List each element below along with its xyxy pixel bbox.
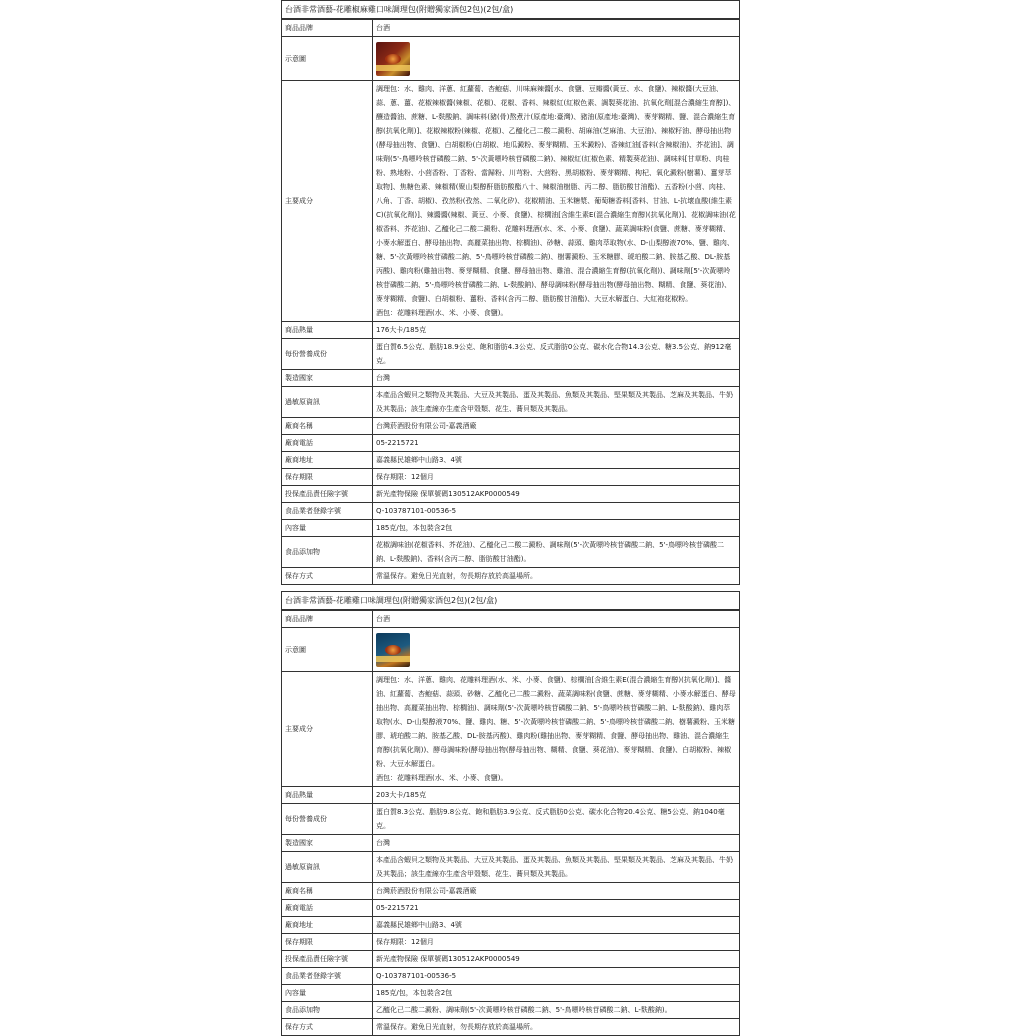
product-image-cell <box>373 37 740 81</box>
ingredients-text: 調理包：水、洋蔥、雞肉、花雕料理酒(水、米、小麥、食鹽)、棕櫚油[含維生素E(混合濃縮生育醇)(抗氧化劑)]、醬油、紅蘿蔔、杏鮑菇、蒜頭、砂糖、乙醯化己二酸二澱粉、蔬菜調味粉(食鹽、蔗糖、麥芽糊精、小麥水解蛋白、酵母抽出物、高麗菜抽出物、棕櫚油)、調味劑(5'-次黃嘌呤核苷磷酸二鈉、5'-鳥嘌呤核苷磷酸二鈉、L-麩酸鈉)、雞肉萃取物(水、D-山梨醇液70%、鹽、雞肉、糖、5'-次黃嘌呤核苷磷酸二鈉、5'-鳥嘌呤核苷磷酸二鈉、樹薯澱粉、玉米糖膠、琥珀酸二鈉、胺基乙酸、DL-胺基丙酸)、雞肉粉(雞抽出物、麥芽糊精、食鹽、酵母抽出物、雞油、混合濃縮生育醇(抗氧化劑))、酵母調味粉(酵母抽出物(酵母抽出物、糊精、食鹽、葵花油)、麥芽糊精、食鹽)、白胡椒粉、辣椒粉、大豆水解蛋白。 酒包：花雕料理酒(水、米、小麥、食鹽)。 <box>373 672 740 787</box>
spec-table <box>281 19 740 585</box>
table-row <box>282 537 740 568</box>
product-title: 台酒非常酒藝-花雕椒麻雞口味調理包(附贈獨家酒包2包)(2包/盒) <box>281 1 740 19</box>
product-box-blue-icon[interactable] <box>376 633 410 667</box>
row-key: 商品品牌 <box>282 20 373 37</box>
product-box-red-icon[interactable] <box>376 42 410 76</box>
row-key: 過敏原資訊 <box>282 852 373 883</box>
row-key: 每份營養成份 <box>282 339 373 370</box>
row-key: 廠商地址 <box>282 452 373 469</box>
row-value: 台酒 <box>373 20 740 37</box>
table-row <box>282 486 740 503</box>
row-key: 商品品牌 <box>282 611 373 628</box>
table-row <box>282 917 740 934</box>
row-key: 投保產品責任險字號 <box>282 951 373 968</box>
spec-table <box>281 610 740 1036</box>
row-value: 176大卡/185克 <box>373 322 740 339</box>
row-value: 乙醯化己二酸二澱粉、調味劑(5'-次黃嘌呤核苷磷酸二鈉、5'-鳥嘌呤核苷磷酸二鈉、L-麩酸鈉)。 <box>373 1002 740 1019</box>
row-key: 食品添加物 <box>282 537 373 568</box>
row-value: 保存期限：12個月 <box>373 934 740 951</box>
product-title: 台酒非常酒藝-花雕雞口味調理包(附贈獨家酒包2包)(2包/盒) <box>281 592 740 610</box>
table-row <box>282 503 740 520</box>
row-value: 203大卡/185克 <box>373 787 740 804</box>
row-value: 185克/包，本包裝含2包 <box>373 520 740 537</box>
row-value: 常溫保存。避免日光直射，勿長期存放於高溫場所。 <box>373 1019 740 1036</box>
row-value: 台灣菸酒股份有限公司-嘉義酒廠 <box>373 418 740 435</box>
row-key: 內容量 <box>282 520 373 537</box>
row-value: 嘉義縣民雄鄉中山路3、4號 <box>373 917 740 934</box>
row-key: 保存期限 <box>282 934 373 951</box>
table-row <box>282 968 740 985</box>
row-value: 台灣 <box>373 370 740 387</box>
row-value: 台酒 <box>373 611 740 628</box>
table-row <box>282 1002 740 1019</box>
table-row <box>282 611 740 628</box>
table-row <box>282 568 740 585</box>
table-row <box>282 951 740 968</box>
row-key: 廠商電話 <box>282 900 373 917</box>
row-value: 本產品含蝦貝之類物及其製品、大豆及其製品、蛋及其製品、魚類及其製品、堅果類及其製品、芝麻及其製品、牛奶及其製品；該生產線亦生產含甲殼類、花生、蕎貝類及其製品。 <box>373 852 740 883</box>
row-key: 內容量 <box>282 985 373 1002</box>
table-row <box>282 985 740 1002</box>
table-row <box>282 835 740 852</box>
product-image-cell <box>373 628 740 672</box>
row-key: 投保產品責任險字號 <box>282 486 373 503</box>
row-value: 台灣 <box>373 835 740 852</box>
row-key: 製造國家 <box>282 370 373 387</box>
row-value: 嘉義縣民雄鄉中山路3、4號 <box>373 452 740 469</box>
row-key: 廠商電話 <box>282 435 373 452</box>
row-value: 蛋白質6.5公克、脂肪18.9公克、飽和脂肪4.3公克、反式脂肪0公克、碳水化合物14.3公克、糖3.5公克、鈉912毫克。 <box>373 339 740 370</box>
row-key: 食品業者登錄字號 <box>282 503 373 520</box>
row-key: 保存方式 <box>282 1019 373 1036</box>
row-key: 廠商名稱 <box>282 418 373 435</box>
row-key: 食品業者登錄字號 <box>282 968 373 985</box>
table-row <box>282 852 740 883</box>
row-value: 185克/包，本包裝含2包 <box>373 985 740 1002</box>
row-key: 每份營養成份 <box>282 804 373 835</box>
table-row <box>282 900 740 917</box>
table-row <box>282 435 740 452</box>
row-key: 過敏原資訊 <box>282 387 373 418</box>
product-block-1 <box>281 0 740 585</box>
row-key: 製造國家 <box>282 835 373 852</box>
row-key: 廠商名稱 <box>282 883 373 900</box>
row-value: 05-2215721 <box>373 435 740 452</box>
row-key: 保存期限 <box>282 469 373 486</box>
table-row <box>282 1019 740 1036</box>
table-row <box>282 387 740 418</box>
row-value: 新光產物保險 保單號碼130512AKP0000549 <box>373 951 740 968</box>
table-row <box>282 469 740 486</box>
row-value: 本產品含蝦貝之類物及其製品、大豆及其製品、蛋及其製品、魚類及其製品、堅果類及其製品、芝麻及其製品、牛奶及其製品；該生產線亦生產含甲殼類、花生、蕎貝類及其製品。 <box>373 387 740 418</box>
product-block-2 <box>281 591 740 1036</box>
row-value: 新光產物保險 保單號碼130512AKP0000549 <box>373 486 740 503</box>
table-row <box>282 418 740 435</box>
row-key: 示意圖 <box>282 628 373 672</box>
table-row <box>282 37 740 81</box>
table-row <box>282 339 740 370</box>
table-row <box>282 520 740 537</box>
table-row <box>282 804 740 835</box>
table-row <box>282 322 740 339</box>
table-row <box>282 81 740 322</box>
table-row <box>282 934 740 951</box>
row-key: 示意圖 <box>282 37 373 81</box>
row-key: 廠商地址 <box>282 917 373 934</box>
row-key: 商品熱量 <box>282 322 373 339</box>
row-value: 花椒調味油(花椒香料、芥花油)、乙醯化己二酸二澱粉、調味劑(5'-次黃嘌呤核苷磷酸二鈉、5'-鳥嘌呤核苷磷酸二鈉、L-麩酸鈉)、香料(含丙二醇、脂肪酸甘油酯)。 <box>373 537 740 568</box>
table-row <box>282 20 740 37</box>
table-row <box>282 787 740 804</box>
row-key: 商品熱量 <box>282 787 373 804</box>
ingredients-text: 調理包：水、雞肉、洋蔥、紅蘿蔔、杏鮑菇、川味麻辣醬[水、食鹽、豆瓣醬(黃豆、水、食鹽)、辣椒醬(大豆油、蒜、蔥、薑、花椒辣椒醬(辣椒、花椒)、花椒、香料、辣椒紅(紅椒色素、調製葵花油、抗氧化劑[混合濃縮生育醇])、釀造醬油、蔗糖、L-麩酸鈉、調味料(豬(骨)熬煮汁(原產地:臺灣)、豬油(原產地:臺灣)、麥芽糊精、鹽、混合濃縮生育醇(抗氧化劑)]、花椒辣椒粉(辣椒、花椒)、乙醯化己二酸二澱粉、胡麻油(芝麻油、大豆油)、辣椒籽油、酵母抽出物(酵母抽出物、食鹽)、白胡椒粉(白胡椒、地瓜澱粉、麥芽糊精、玉米澱粉)、香辣紅油[香料(含辣椒油)、芥花油]、調味劑(5'-鳥嘌呤核苷磷酸二鈉、5'-次黃嘌呤核苷磷酸二鈉)、辣椒紅(紅椒色素、精製葵花油)、調味料[甘草粉、肉桂粉、熟地粉、小茴香粉、丁香粉、當歸粉、川芎粉、大茴粉、黑胡椒粉、麥芽糊精、枸杞、氧化澱粉(樹薯)、薑芽萃取物]、焦糖色素、辣椒精(聚山梨醇酐脂肪酸酯八十、辣椒油樹脂、丙二醇、脂肪酸甘油酯)、五香粉(小茴、肉桂、八角、丁香、胡椒)、孜然粉(孜然、二氧化矽)、花椒精油、玉米糖漿、葡萄糖香料[香料、甘油、L-抗壞血酸(維生素C)(抗氧化劑)]、辣醬醬(辣椒、黃豆、小麥、食鹽)、棕櫚油[含維生素E(混合濃縮生育醇)(抗氧化劑)]、花椒調味油(花椒香料、芥花油)、乙醯化己二酸二澱粉、花雕料理酒(水、米、小麥、食鹽)、蔬菜調味粉(食鹽、蔗糖、麥芽糊精、小麥水解蛋白、酵母抽出物、高麗菜抽出物、棕櫚油)、砂糖、蒜頭、雞肉萃取物(水、D-山梨醇液70%、鹽、雞肉、糖、5'-次黃嘌呤核苷磷酸二鈉、5'-鳥嘌呤核苷磷酸二鈉)、樹薯澱粉、玉米糖膠、琥珀酸二鈉、胺基乙酸、DL-胺基丙酸)、雞肉粉(雞抽出物、麥芽糊精、食鹽、酵母抽出物、雞油、混合濃縮生育醇(抗氧化劑))、調味劑[5'-次黃嘌呤核苷磷酸二鈉、5'-鳥嘌呤核苷磷酸二鈉、L-麩酸鈉)、酵母調味粉(酵母抽出物(酵母抽出物、糊精、食鹽、葵花油)、麥芽糊精、食鹽)、白胡椒粉、薑粉、香料(含丙二醇、脂肪酸甘油酯)、大豆水解蛋白、大紅袍花椒粉。 酒包：花雕料理酒(水、米、小麥、食鹽)。 <box>373 81 740 322</box>
spec-sheet <box>281 0 740 1036</box>
row-value: 台灣菸酒股份有限公司-嘉義酒廠 <box>373 883 740 900</box>
row-value: 保存期限：12個月 <box>373 469 740 486</box>
table-row <box>282 883 740 900</box>
table-row <box>282 370 740 387</box>
row-value: 常溫保存。避免日光直射，勿長期存放於高溫場所。 <box>373 568 740 585</box>
row-value: 蛋白質8.3公克、脂肪9.8公克、飽和脂肪3.9公克、反式脂肪0公克、碳水化合物20.4公克、糖5公克、鈉1040毫克。 <box>373 804 740 835</box>
row-key: 主要成分 <box>282 81 373 322</box>
row-key: 保存方式 <box>282 568 373 585</box>
row-value: Q-103787101-00536-5 <box>373 968 740 985</box>
row-value: 05-2215721 <box>373 900 740 917</box>
row-key: 主要成分 <box>282 672 373 787</box>
row-key: 食品添加物 <box>282 1002 373 1019</box>
table-row <box>282 452 740 469</box>
table-row <box>282 672 740 787</box>
row-value: Q-103787101-00536-5 <box>373 503 740 520</box>
table-row <box>282 628 740 672</box>
